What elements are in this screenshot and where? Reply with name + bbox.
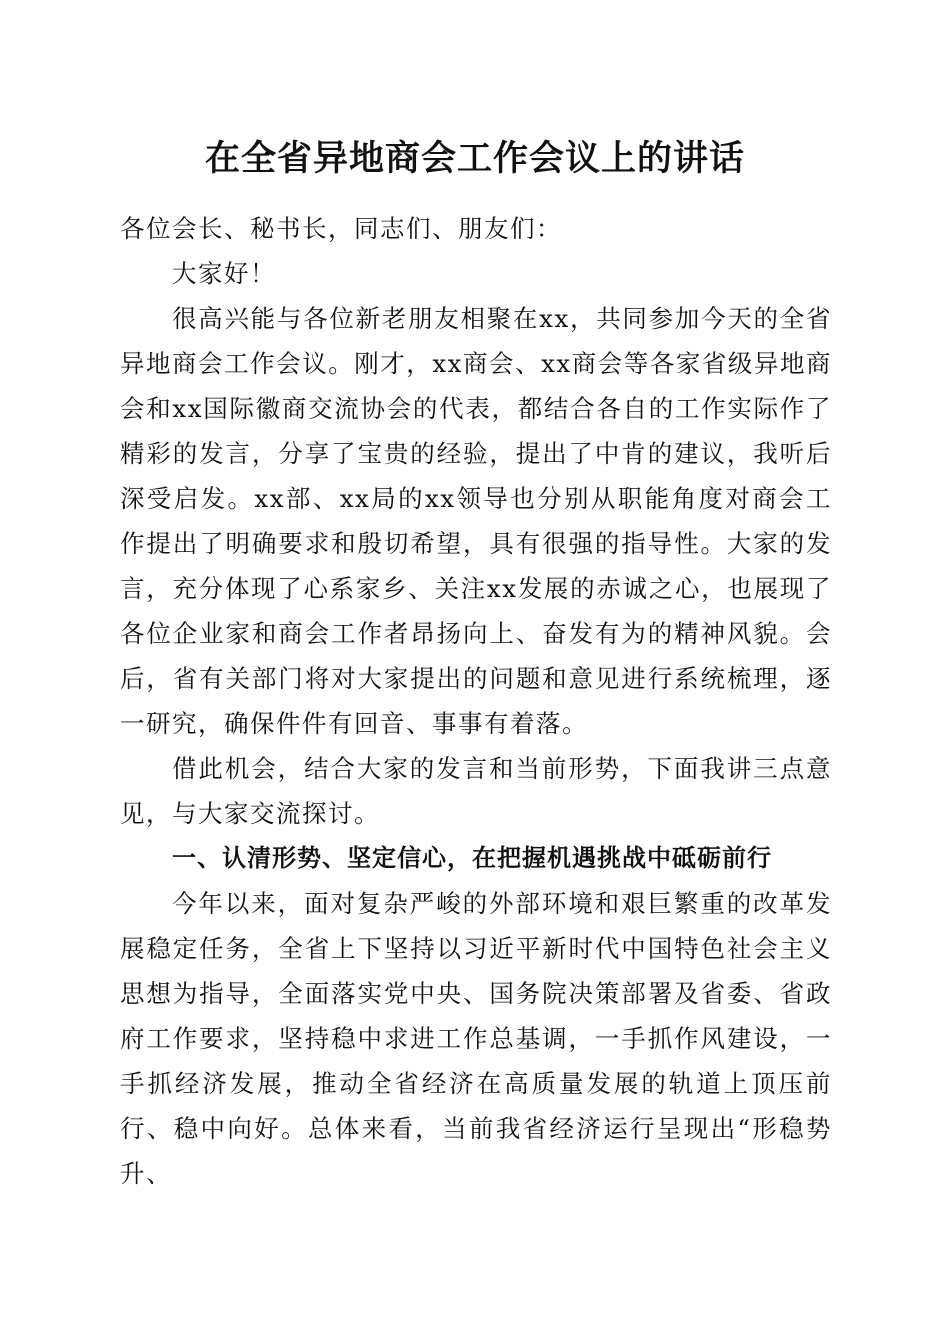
paragraph-opening: 很高兴能与各位新老朋友相聚在xx，共同参加今天的全省异地商会工作会议。刚才，xx商会、xx商会等各家省级异地商会和xx国际徽商交流协会的代表，都结合各自的工作实际作了精彩的发言，分享了宝贵的经验，提出了中肯的建议，我听后深受启发。xx部、xx局的xx领导也分别从职能角度对商会工作提出了明确要求和殷切希望，具有很强的指导性。大家的发言，充分体现了心系家乡、关注xx发展的赤诚之心，也展现了各位企业家和商会工作者昂扬向上、奋发有为的精神风貌。会后，省有关部门将对大家提出的问题和意见进行系统梳理，逐一研究，确保件件有回音、事事有着落。	[120, 304, 832, 738]
greeting: 大家好！	[172, 259, 276, 288]
paragraph-transition: 借此机会，结合大家的发言和当前形势，下面我讲三点意见，与大家交流探讨。	[120, 754, 832, 828]
document-title: 在全省异地商会工作会议上的讲话	[204, 138, 745, 179]
salutation: 各位会长、秘书长，同志们、朋友们：	[120, 214, 562, 243]
paragraph-section-one: 今年以来，面对复杂严峻的外部环境和艰巨繁重的改革发展稳定任务，全省上下坚持以习近平新时代中国特色社会主义思想为指导，全面落实党中央、国务院决策部署及省委、省政府工作要求，坚持稳中求进工作总基调，一手抓作风建设，一手抓经济发展，推动全省经济在高质量发展的轨道上顶压前行、稳中向好。总体来看，当前我省经济运行呈现出“形稳势升、	[120, 889, 832, 1188]
document-body	[120, 206, 832, 1196]
section-heading: 一、认清形势、坚定信心，在把握机遇挑战中砥砺前行	[172, 844, 772, 872]
